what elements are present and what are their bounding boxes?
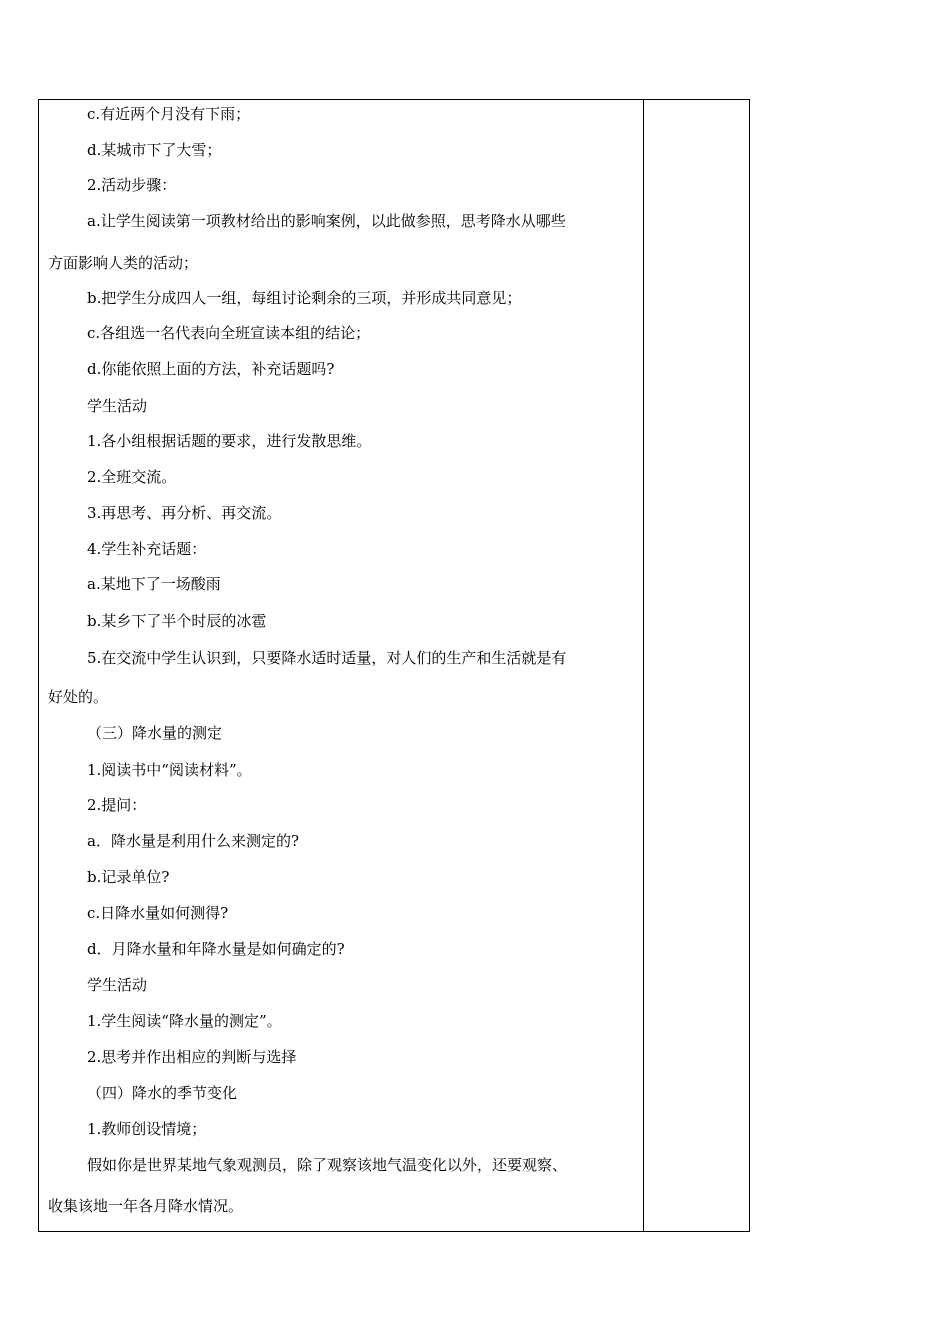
text-line: 方面影响人类的活动；	[48, 254, 199, 272]
text-line: 假如你是世界某地气象观测员，除了观察该地气温变化以外，还要观察、	[87, 1156, 568, 1174]
text-line: 1.教师创设情境；	[87, 1120, 207, 1138]
text-line: c.各组选一名代表向全班宣读本组的结论；	[87, 324, 371, 342]
text-line: 2.活动步骤：	[87, 176, 177, 194]
text-line: b.某乡下了半个时辰的冰雹	[87, 612, 267, 630]
text-line: 1.各小组根据话题的要求，进行发散思维。	[87, 432, 372, 450]
text-line: 1.阅读书中“阅读材料”。	[87, 761, 252, 779]
text-line: 2.全班交流。	[87, 468, 177, 486]
text-line: 2.思考并作出相应的判断与选择	[87, 1048, 297, 1066]
text-line: c.日降水量如何测得?	[87, 904, 229, 922]
text-line: a．降水量是利用什么来测定的?	[87, 832, 299, 850]
column-divider	[643, 99, 644, 1232]
text-line: 学生活动	[87, 397, 148, 415]
text-line: c.有近两个月没有下雨；	[87, 105, 251, 123]
text-line: 4.学生补充话题：	[87, 540, 207, 558]
text-line: d.某城市下了大雪；	[87, 141, 222, 159]
text-line: 学生活动	[87, 976, 148, 994]
text-line: b.把学生分成四人一组，每组讨论剩余的三项，并形成共同意见；	[87, 289, 522, 307]
text-line: a.某地下了一场酸雨	[87, 575, 221, 593]
text-line: 2.提问：	[87, 796, 147, 814]
text-line: 3.再思考、再分析、再交流。	[87, 504, 282, 522]
text-line: 1.学生阅读“降水量的测定”。	[87, 1012, 282, 1030]
text-line: a.让学生阅读第一项教材给出的影响案例，以此做参照，思考降水从哪些	[87, 212, 566, 230]
text-line: b.记录单位?	[87, 868, 170, 886]
text-line: d．月降水量和年降水量是如何确定的?	[87, 940, 345, 958]
text-line: d.你能依照上面的方法，补充话题吗?	[87, 360, 335, 378]
text-line: （三）降水量的测定	[87, 724, 223, 742]
text-line: 收集该地一年各月降水情况。	[48, 1197, 244, 1215]
text-line: （四）降水的季节变化	[87, 1084, 238, 1102]
text-line: 好处的。	[48, 688, 109, 706]
text-line: 5.在交流中学生认识到，只要降水适时适量，对人们的生产和生活就是有	[87, 649, 567, 667]
